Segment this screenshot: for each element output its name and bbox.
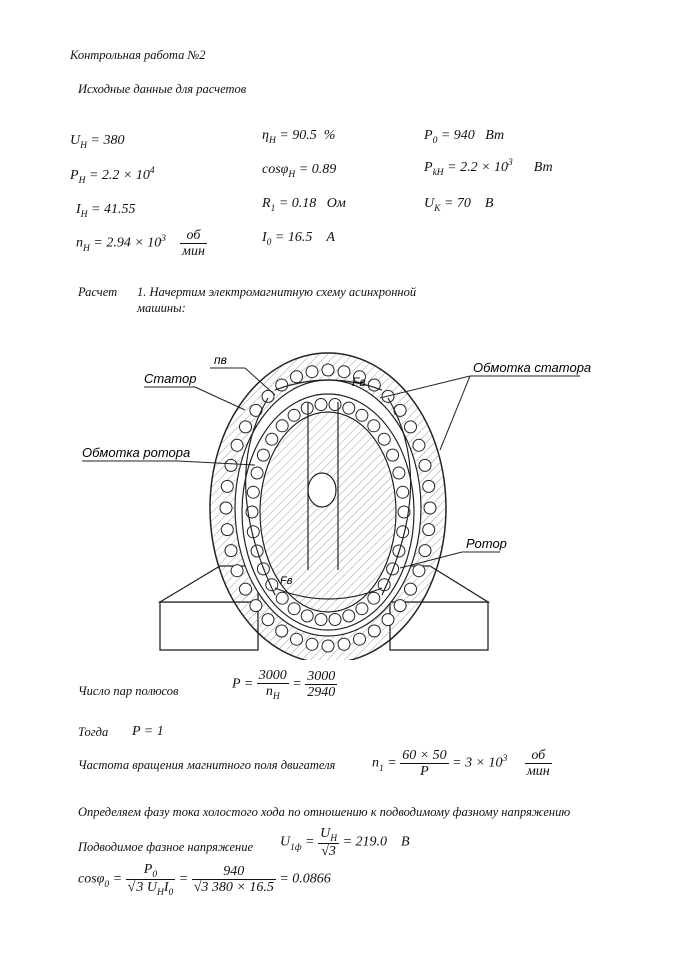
rotor-conductor	[301, 610, 313, 622]
stator-conductor	[322, 364, 334, 376]
cos-phi0-formula: cosφ$_0$ = $\frac{P_0}{√3 U_HI_0}$ = $\frac{940}{√3 380 \times 16.5}$ = 0.0866	[78, 862, 331, 898]
rotor-conductor	[329, 399, 341, 411]
rotor-conductor	[393, 467, 405, 479]
stator-conductor	[405, 583, 417, 595]
stator-conductor	[354, 633, 366, 645]
param-pk: $P_{kH} = 2.2 \times 10^3$ Вт	[424, 158, 553, 178]
stator-conductor	[322, 640, 334, 652]
rotor-conductor	[301, 402, 313, 414]
param-p-nom: $P_H = 2.2 \times 10^4$	[70, 166, 155, 186]
stator-conductor	[240, 583, 252, 595]
stator-conductor	[262, 614, 274, 626]
stator-conductor	[306, 366, 318, 378]
rotor-conductor	[247, 486, 259, 498]
rotor-conductor	[387, 449, 399, 461]
poles-label: Число пар полюсов	[78, 684, 179, 698]
doc-title: Контрольная работа №2	[70, 48, 206, 62]
rotor-conductor	[257, 449, 269, 461]
phase-heading: Определяем фазу тока холостого хода по отношению к подводимому фазному напряжению	[78, 805, 571, 819]
stator-conductor	[419, 459, 431, 471]
stator-conductor	[382, 614, 394, 626]
stator-conductor	[231, 565, 243, 577]
field-speed-formula: $n_1$ = $\frac{60 \times 50}{P}$ = $3 \times 10^3$ $\frac{об}{\text{мин}}$	[372, 748, 550, 779]
stator-conductor	[368, 625, 380, 637]
stator-conductor	[413, 565, 425, 577]
then-label: Тогда	[78, 725, 109, 739]
stator-conductor	[306, 638, 318, 650]
stator-conductor	[231, 439, 243, 451]
rotor-conductor	[288, 409, 300, 421]
rotor-conductor	[251, 467, 263, 479]
phase-voltage-formula: $U_{1ф}$ = $\frac{U_H}{√3}$ = 219.0 В	[280, 826, 410, 859]
rotor-conductor	[378, 433, 390, 445]
stator-conductor	[221, 524, 233, 536]
param-uk: $U_K = 70$ В	[424, 196, 494, 214]
stator-conductor	[220, 502, 232, 514]
rotor-conductor	[356, 603, 368, 615]
stator-conductor	[413, 439, 425, 451]
label-rotor-winding: Обмотка ротора	[82, 445, 191, 460]
rotor-conductor	[315, 399, 327, 411]
rotor-core	[242, 394, 414, 630]
stator-conductor	[423, 480, 435, 492]
rotor-conductor	[397, 486, 409, 498]
poles-result: P = 1	[132, 724, 164, 739]
stator-conductor	[291, 633, 303, 645]
rotor-conductor	[397, 526, 409, 538]
param-u-nom: $U_H = 380$	[70, 133, 125, 151]
rotor-conductor	[343, 610, 355, 622]
motor-diagram	[70, 340, 600, 660]
rotor-conductor	[315, 614, 327, 626]
rotor-conductor	[288, 603, 300, 615]
param-n-nom: $n_H = 2.94 \times 10^3$ $\frac{об}{\text{мин}}$	[76, 228, 205, 259]
stator-conductor	[276, 625, 288, 637]
param-r1: $R_1 = 0.18$ Ом	[262, 196, 346, 214]
rotor-conductor	[356, 409, 368, 421]
param-i0: $I_0 = 16.5$ А	[262, 230, 335, 248]
stator-conductor	[338, 366, 350, 378]
label-stator: Статор	[144, 371, 197, 386]
calc-label: Расчет	[78, 285, 118, 299]
rotor-conductor	[329, 614, 341, 626]
label-gap: пв	[214, 353, 227, 367]
rotor-conductor	[368, 420, 380, 432]
stator-conductor	[225, 459, 237, 471]
stator-conductor	[225, 545, 237, 557]
label-flux-bottom: Fв	[280, 575, 293, 587]
param-cos-nom: cosφ$_H$ = 0.89	[262, 162, 337, 180]
poles-formula: P = $\frac{3000}{n_H}$ = $\frac{3000}{2940}$	[232, 668, 336, 702]
calc-step1-line2: машины:	[137, 301, 186, 315]
param-p0: $P_0 = 940$ Вт	[424, 128, 505, 146]
stator-conductor	[394, 600, 406, 612]
rotor-conductor	[276, 420, 288, 432]
doc-subtitle: Исходные данные для расчетов	[78, 82, 247, 96]
stator-conductor	[240, 421, 252, 433]
stator-conductor	[250, 600, 262, 612]
label-stator-winding: Обмотка статора	[473, 360, 592, 375]
stator-conductor	[419, 545, 431, 557]
rotor-conductor	[276, 592, 288, 604]
rotor-conductor	[368, 592, 380, 604]
calc-step1-line1: 1. Начертим электромагнитную схему асинхронной	[137, 285, 417, 299]
param-i-nom: $I_H = 41.55$	[76, 202, 136, 220]
label-rotor: Ротор	[466, 536, 507, 551]
param-eta-nom: $\eta_H = 90.5$ %	[262, 128, 336, 146]
rotor-conductor	[343, 402, 355, 414]
stator-conductor	[424, 502, 436, 514]
phase-voltage-label: Подводимое фазное напряжение	[78, 840, 253, 854]
stator-conductor	[221, 480, 233, 492]
rotor-conductor	[266, 433, 278, 445]
stator-conductor	[423, 524, 435, 536]
stator-conductor	[405, 421, 417, 433]
label-flux: Fв	[352, 375, 366, 389]
stator-conductor	[291, 371, 303, 383]
field-speed-label: Частота вращения магнитного поля двигателя	[78, 758, 336, 772]
stator-conductor	[338, 638, 350, 650]
